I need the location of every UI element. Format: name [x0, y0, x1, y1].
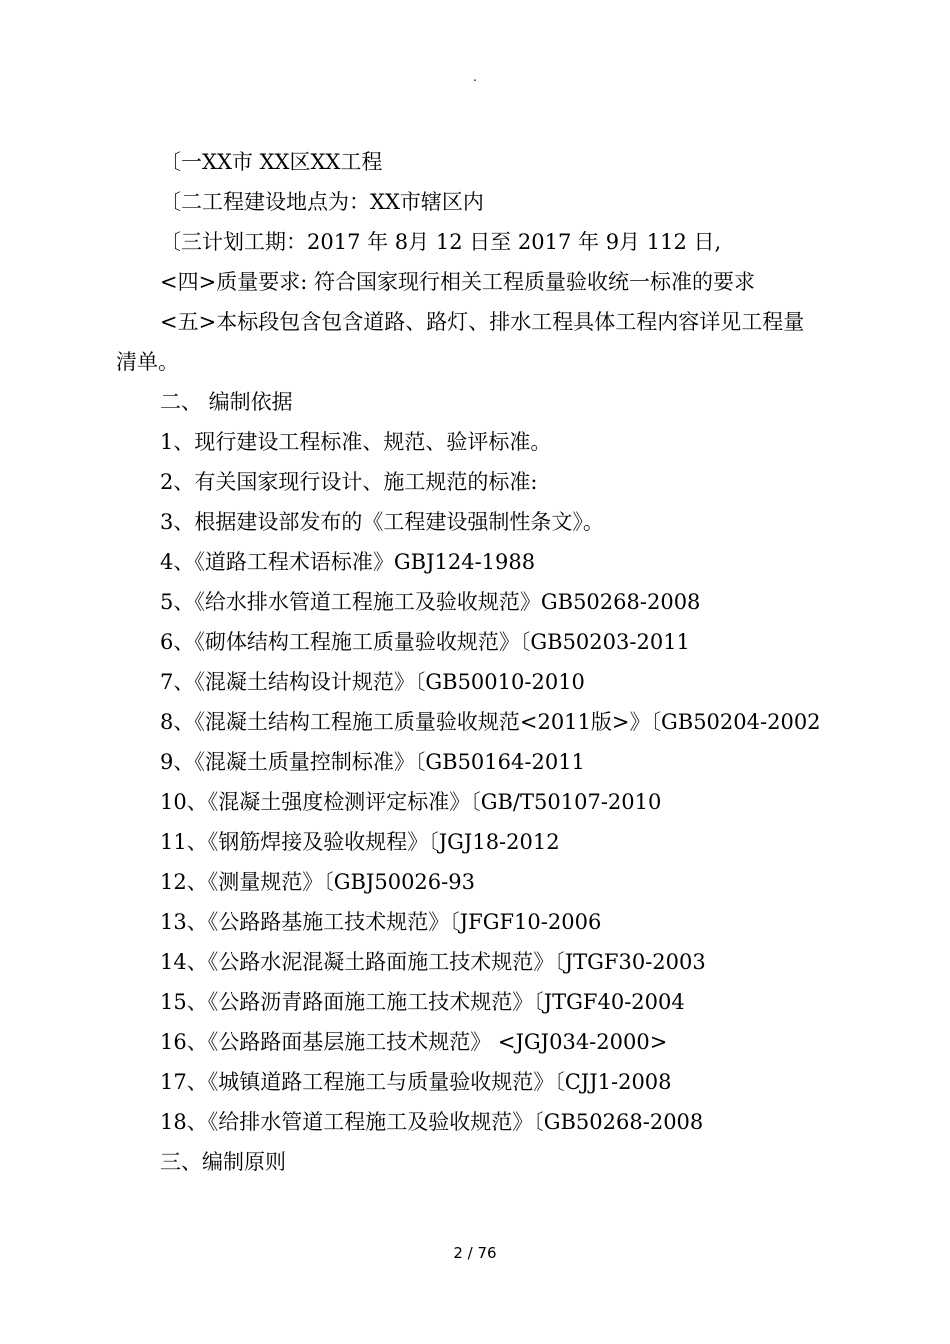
- basis-item: 6、《砌体结构工程施工质量验收规范》〔GB50203-2011: [160, 630, 690, 654]
- basis-item: 8、《混凝土结构工程施工质量验收规范<2011版>》〔GB50204-2002: [160, 710, 821, 734]
- scope-line: <五>本标段包含包含道路、路灯、排水工程具体工程内容详见工程量: [160, 310, 805, 334]
- basis-item: 1、现行建设工程标准、规范、验评标准。: [160, 430, 552, 454]
- basis-item: 15、《公路沥青路面施工施工技术规范》〔JTGF40-2004: [160, 990, 685, 1014]
- basis-item: 2、有关国家现行设计、施工规范的标准:: [160, 470, 538, 494]
- header-mark: .: [473, 70, 477, 84]
- basis-item: 5、《给水排水管道工程施工及验收规范》GB50268-2008: [160, 590, 701, 614]
- basis-item: 11、《钢筋焊接及验收规程》〔JGJ18-2012: [160, 830, 560, 854]
- basis-item: 3、根据建设部发布的《工程建设强制性条文》。: [160, 510, 604, 534]
- basis-item: 17、《城镇道路工程施工与质量验收规范》〔CJJ1-2008: [160, 1070, 672, 1094]
- basis-item: 14、《公路水泥混凝土路面施工技术规范》〔JTGF30-2003: [160, 950, 706, 974]
- basis-item: 9、《混凝土质量控制标准》〔GB50164-2011: [160, 750, 585, 774]
- basis-item: 16、《公路路面基层施工技术规范》 <JGJ034-2000>: [160, 1030, 668, 1054]
- schedule-line: 〔三计划工期：2017 年 8月 12 日至 2017 年 9月 112 日,: [160, 230, 722, 254]
- section-heading: 二、 编制依据: [160, 390, 293, 414]
- basis-item: 10、《混凝土强度检测评定标准》〔GB/T50107-2010: [160, 790, 662, 814]
- basis-item: 13、《公路路基施工技术规范》〔JFGF10-2006: [160, 910, 602, 934]
- basis-item: 12、《测量规范》〔GBJ50026-93: [160, 870, 475, 894]
- scope-line-continuation: 清单。: [116, 350, 179, 374]
- project-name-line: 〔一XX市 XX区XX工程: [160, 150, 383, 174]
- basis-item: 7、《混凝土结构设计规范》〔GB50010-2010: [160, 670, 585, 694]
- project-location-line: 〔二工程建设地点为：XX市辖区内: [160, 190, 484, 214]
- basis-item: 4、《道路工程术语标准》GBJ124-1988: [160, 550, 536, 574]
- page-number: 2 / 76: [453, 1244, 497, 1262]
- section-heading: 三、编制原则: [160, 1150, 286, 1174]
- basis-item: 18、《给排水管道工程施工及验收规范》〔GB50268-2008: [160, 1110, 704, 1134]
- quality-line: <四>质量要求: 符合国家现行相关工程质量验收统一标准的要求: [160, 270, 755, 294]
- body-text: [0, 142, 950, 1182]
